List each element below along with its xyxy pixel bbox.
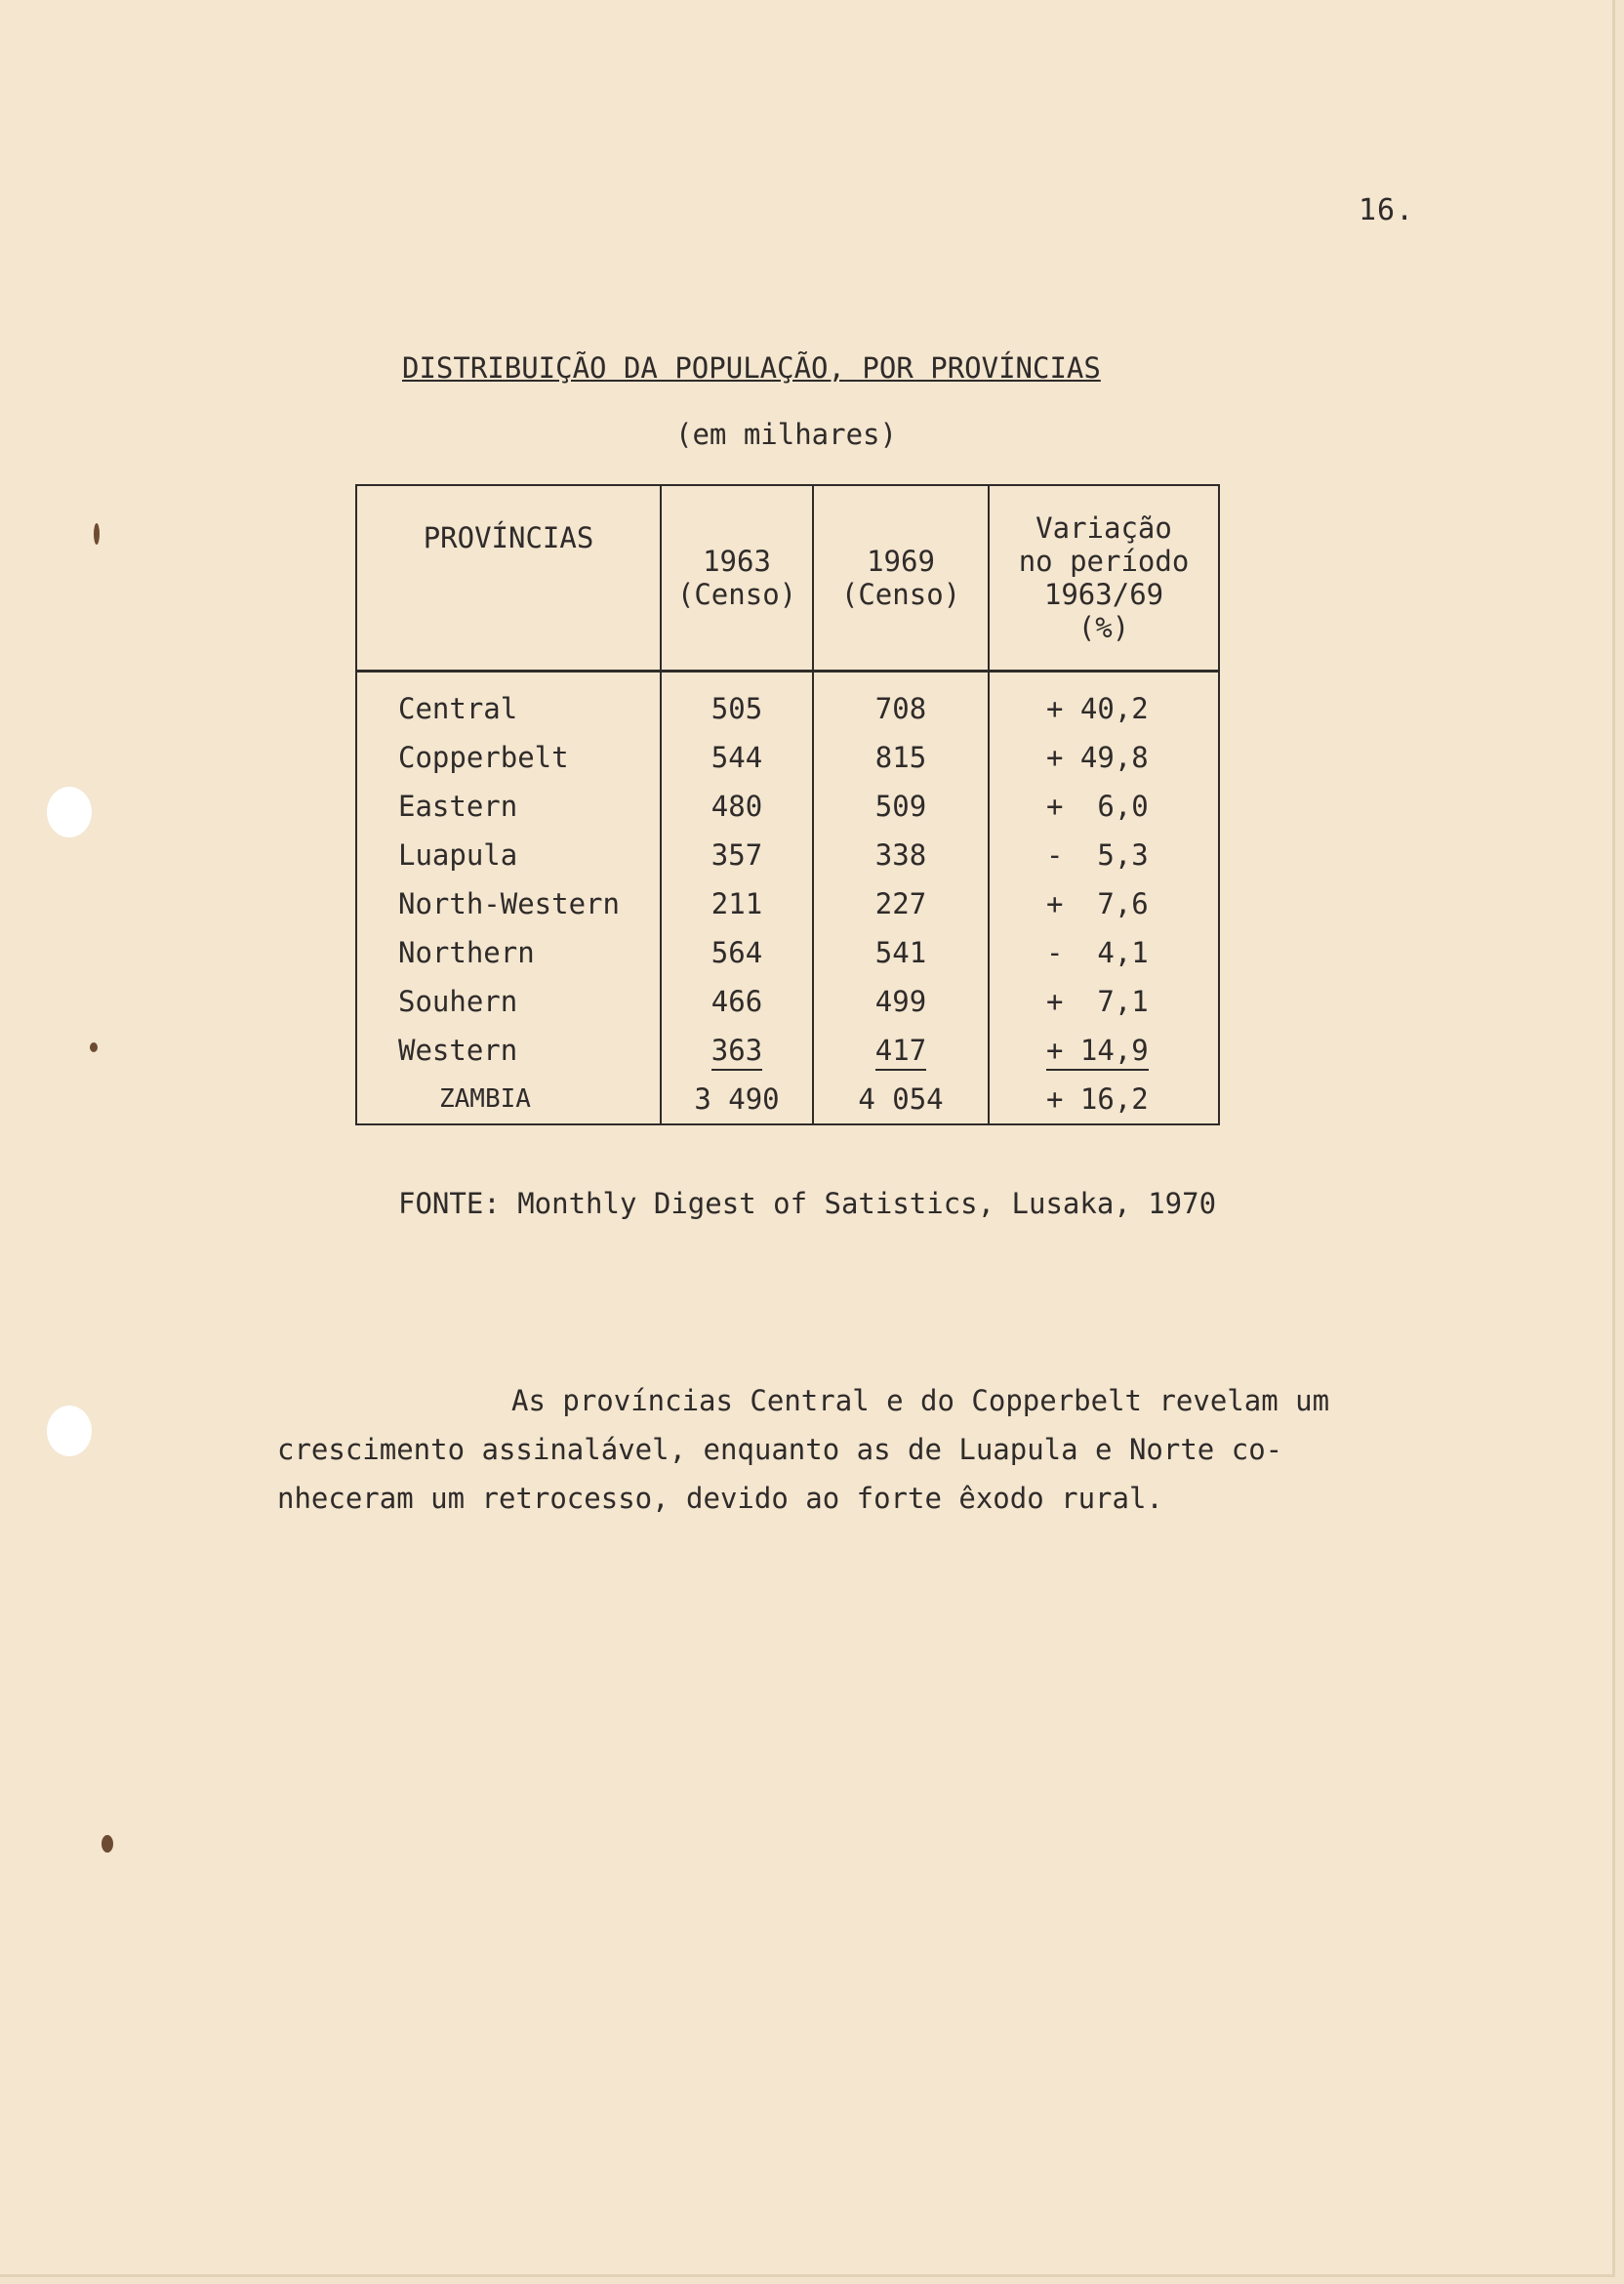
header-variation: Variação no período 1963/69 (%) [989,485,1219,672]
table-row [356,1026,1219,1075]
value-variation: + 7,1 [989,977,1219,1026]
value-1969: 815 [813,733,989,782]
source-note: FONTE: Monthly Digest of Satistics, Lusaka, 1970 [398,1187,1217,1220]
table-subtitle: (em milhares) [675,418,897,451]
value-variation: - 5,3 [989,831,1219,879]
province-name: Central [356,672,661,734]
table-row [356,672,1219,734]
table-row [356,831,1219,879]
value-1963: 505 [661,672,813,734]
province-name: Eastern [356,782,661,831]
punch-hole-upper [47,787,92,837]
table-header-row [356,485,1219,672]
province-name: Northern [356,928,661,977]
population-table [355,484,1220,1125]
province-name: Copperbelt [356,733,661,782]
paper-speck [102,1835,113,1853]
value-1963: 211 [661,879,813,928]
value-1969: 708 [813,672,989,734]
province-name: Western [356,1026,661,1075]
value-1969: 509 [813,782,989,831]
value-1963: 564 [661,928,813,977]
value-variation: + 7,6 [989,879,1219,928]
value-1963: 544 [661,733,813,782]
value-1963: 363 [661,1026,813,1075]
body-paragraph [277,1376,1458,1523]
paper-speck [94,523,100,545]
value-1969: 338 [813,831,989,879]
value-variation: + 49,8 [989,733,1219,782]
table-row [356,977,1219,1026]
header-1963: 1963 (Censo) [661,485,813,672]
value-1969: 417 [813,1026,989,1075]
value-1969: 227 [813,879,989,928]
value-variation: - 4,1 [989,928,1219,977]
value-1963: 480 [661,782,813,831]
value-variation: + 14,9 [989,1026,1219,1075]
value-variation: + 6,0 [989,782,1219,831]
value-1969: 541 [813,928,989,977]
province-name: Luapula [356,831,661,879]
header-1969: 1969 (Censo) [813,485,989,672]
total-label: ZAMBIA [356,1075,661,1124]
punch-hole-lower [47,1406,92,1456]
paper-speck [90,1042,98,1052]
table-row [356,733,1219,782]
table-total-row [356,1075,1219,1124]
value-variation: + 40,2 [989,672,1219,734]
total-1963: 3 490 [661,1075,813,1124]
paragraph-line: crescimento assinalável, enquanto as de Luapula e Norte co- [277,1433,1283,1466]
table-row [356,928,1219,977]
paragraph-line: As províncias Central e do Copperbelt revelam um [511,1384,1330,1417]
value-1963: 466 [661,977,813,1026]
table-row [356,879,1219,928]
value-1969: 499 [813,977,989,1026]
paragraph-line: nheceram um retrocesso, devido ao forte êxodo rural. [277,1482,1163,1515]
table-row [356,782,1219,831]
value-1963: 357 [661,831,813,879]
page-number: 16. [1359,193,1415,227]
total-variation: + 16,2 [989,1075,1219,1124]
province-name: North-Western [356,879,661,928]
table-title: DISTRIBUIÇÃO DA POPULAÇÃO, POR PROVÍNCIAS [402,351,1101,385]
total-1969: 4 054 [813,1075,989,1124]
header-provinces: PROVÍNCIAS [356,485,661,672]
province-name: Souhern [356,977,661,1026]
